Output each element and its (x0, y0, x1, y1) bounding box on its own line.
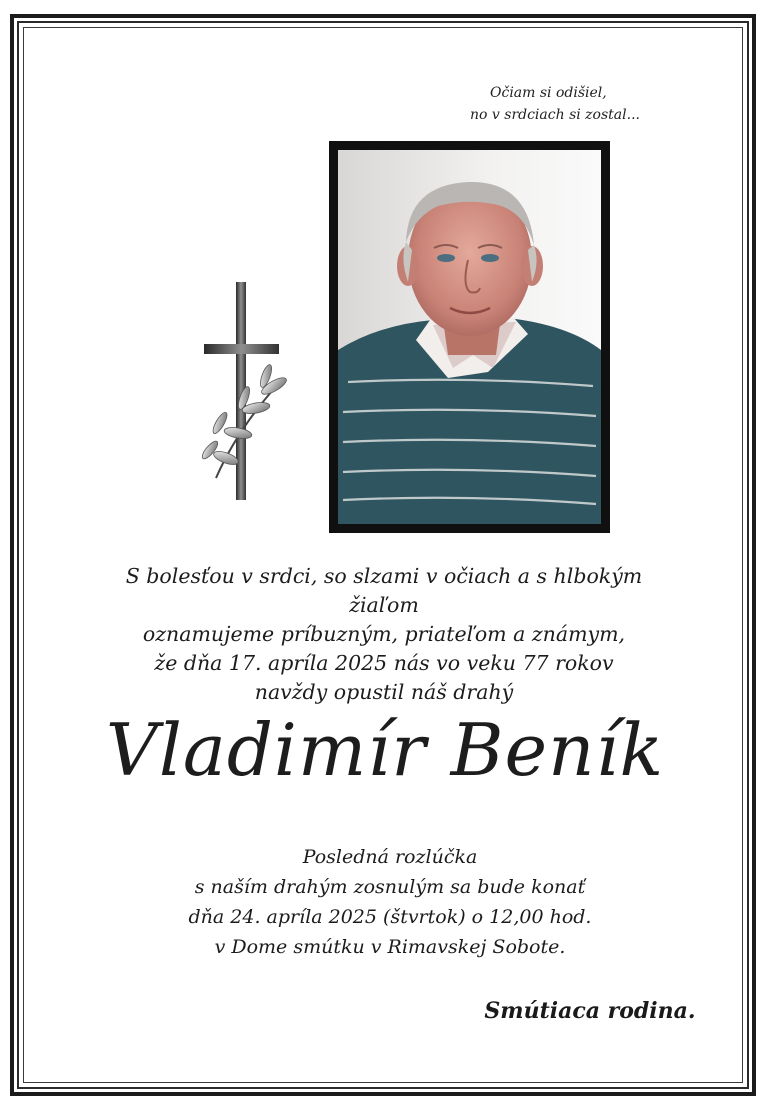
announcement-line-4: navždy opustil náš drahý (254, 680, 514, 704)
motto-line-1: Očiam si odišiel, (490, 85, 607, 101)
motto-line-2: no v srdciach si zostal... (470, 107, 640, 123)
announcement-line-1: S bolesťou v srdci, so slzami v očiach a s hlbokým žiaľom (125, 564, 643, 617)
farewell-details (150, 842, 630, 962)
family-signature: Smútiaca rodina. (484, 998, 696, 1024)
farewell-line-3: dňa 24. apríla 2025 (štvrtok) o 12,00 hod. (188, 906, 592, 928)
portrait-photo (338, 150, 601, 524)
cross-with-olive-branch-icon (198, 278, 298, 508)
portrait-frame (329, 141, 610, 533)
farewell-line-4: v Dome smútku v Rimavskej Sobote. (214, 936, 566, 958)
motto (470, 82, 690, 126)
announcement-line-3: že dňa 17. apríla 2025 nás vo veku 77 rokov (154, 651, 614, 675)
announcement-line-2: oznamujeme príbuzným, priateľom a známym, (142, 622, 626, 646)
farewell-line-1: Posledná rozlúčka (302, 846, 478, 868)
farewell-line-2: s naším drahým zosnulým sa bude konať (194, 876, 586, 898)
announcement-text (100, 562, 668, 707)
deceased-name: Vladimír Beník (105, 708, 665, 792)
